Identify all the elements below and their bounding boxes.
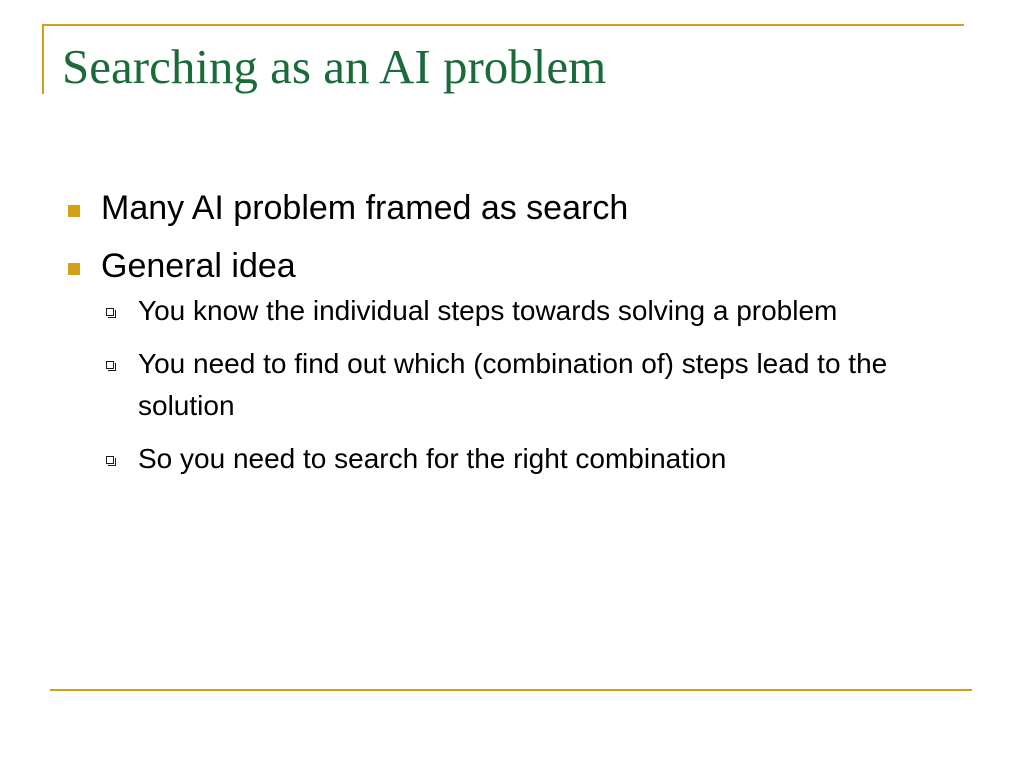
square-bullet-icon — [68, 263, 80, 275]
bullet-item — [62, 246, 962, 480]
hollow-square-bullet-icon — [106, 361, 114, 369]
sub-bullet-item — [101, 438, 962, 480]
square-bullet-icon — [68, 205, 80, 217]
bullet-item — [62, 188, 962, 228]
frame-bottom-rule — [50, 689, 972, 691]
sub-bullet-text: So you need to search for the right combination — [138, 443, 727, 474]
bullet-text: Many AI problem framed as search — [101, 189, 629, 227]
sub-bullet-text: You know the individual steps towards solving a problem — [138, 295, 838, 326]
frame-left-rule — [42, 24, 44, 94]
bullet-text: General idea — [101, 247, 296, 285]
sub-bullet-item — [101, 343, 962, 427]
frame-top-rule — [42, 24, 964, 26]
sub-bullet-item — [101, 290, 962, 332]
hollow-square-bullet-icon — [106, 308, 114, 316]
sub-bullet-list — [101, 290, 962, 480]
slide-title: Searching as an AI problem — [62, 39, 607, 94]
sub-bullet-text: You need to find out which (combination of) steps lead to the solution — [138, 348, 888, 421]
hollow-square-bullet-icon — [106, 456, 114, 464]
bullet-list — [62, 188, 962, 498]
